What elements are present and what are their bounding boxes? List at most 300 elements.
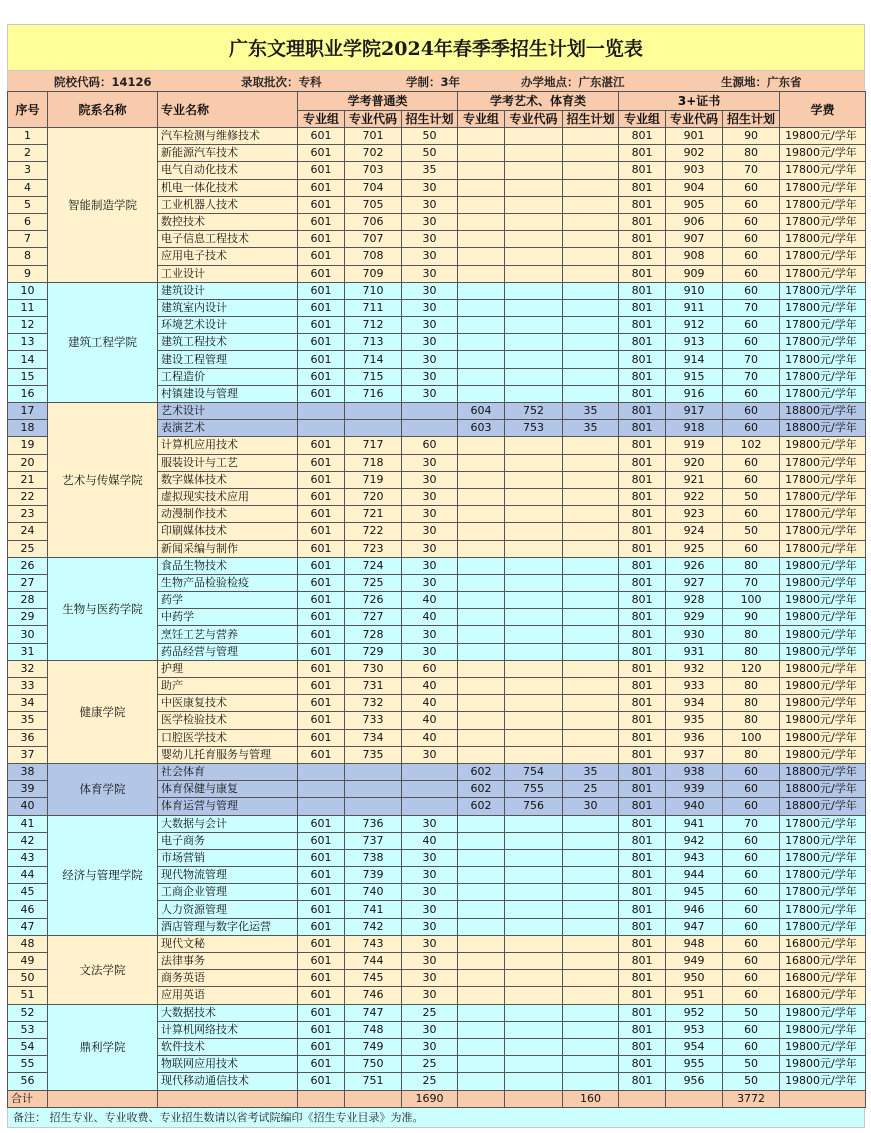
tuition-fee: 17800元/学年	[780, 506, 866, 523]
art-group	[458, 609, 505, 626]
general-group: 601	[298, 832, 345, 849]
general-group: 601	[298, 970, 345, 987]
art-group	[458, 196, 505, 213]
cert-group: 801	[619, 437, 666, 454]
art-plan	[563, 1038, 619, 1055]
general-group	[298, 798, 345, 815]
general-plan: 40	[402, 678, 458, 695]
general-plan: 25	[402, 1004, 458, 1021]
art-plan	[563, 213, 619, 230]
study-duration: 学制：3年	[406, 75, 461, 89]
major-name: 新能源汽车技术	[158, 145, 298, 162]
cert-plan: 100	[723, 592, 780, 609]
general-group: 601	[298, 471, 345, 488]
table-row	[8, 815, 866, 832]
major-name: 环境艺术设计	[158, 317, 298, 334]
art-plan	[563, 471, 619, 488]
general-code: 743	[345, 935, 402, 952]
cert-plan: 70	[723, 351, 780, 368]
cert-code: 924	[666, 523, 723, 540]
art-group	[458, 660, 505, 677]
general-code: 746	[345, 987, 402, 1004]
row-seq: 19	[8, 437, 48, 454]
art-code	[505, 849, 563, 866]
cert-code: 949	[666, 953, 723, 970]
cert-code: 956	[666, 1073, 723, 1090]
major-name: 数控技术	[158, 213, 298, 230]
general-plan: 40	[402, 712, 458, 729]
tuition-fee: 17800元/学年	[780, 918, 866, 935]
general-code: 727	[345, 609, 402, 626]
general-group: 601	[298, 128, 345, 145]
general-plan: 30	[402, 557, 458, 574]
cert-code: 910	[666, 282, 723, 299]
row-seq: 15	[8, 368, 48, 385]
general-code: 724	[345, 557, 402, 574]
row-seq: 42	[8, 832, 48, 849]
general-code: 713	[345, 334, 402, 351]
dept-name: 文法学院	[48, 935, 158, 1004]
tuition-fee: 17800元/学年	[780, 368, 866, 385]
tuition-fee: 17800元/学年	[780, 867, 866, 884]
cert-code: 901	[666, 128, 723, 145]
cert-plan: 60	[723, 420, 780, 437]
art-group	[458, 179, 505, 196]
general-code: 740	[345, 884, 402, 901]
header-cert-group: 专业组	[619, 111, 666, 128]
row-seq: 17	[8, 403, 48, 420]
dept-name: 艺术与传媒学院	[48, 403, 158, 558]
row-seq: 41	[8, 815, 48, 832]
art-group	[458, 523, 505, 540]
general-plan	[402, 763, 458, 780]
art-plan	[563, 179, 619, 196]
art-group	[458, 1073, 505, 1090]
major-name: 表演艺术	[158, 420, 298, 437]
row-seq: 37	[8, 746, 48, 763]
cert-code: 914	[666, 351, 723, 368]
cert-plan: 50	[723, 1004, 780, 1021]
row-seq: 25	[8, 540, 48, 557]
row-seq: 44	[8, 867, 48, 884]
table-row	[8, 128, 866, 145]
general-plan: 30	[402, 523, 458, 540]
art-plan	[563, 609, 619, 626]
art-group	[458, 953, 505, 970]
art-code	[505, 557, 563, 574]
cert-plan: 60	[723, 798, 780, 815]
art-plan	[563, 1056, 619, 1073]
cert-code: 917	[666, 403, 723, 420]
tuition-fee: 18800元/学年	[780, 403, 866, 420]
general-group: 601	[298, 557, 345, 574]
tuition-fee: 19800元/学年	[780, 729, 866, 746]
cert-code: 915	[666, 368, 723, 385]
major-name: 建设工程管理	[158, 351, 298, 368]
general-group: 601	[298, 626, 345, 643]
major-name: 现代移动通信技术	[158, 1073, 298, 1090]
row-seq: 11	[8, 299, 48, 316]
general-code: 722	[345, 523, 402, 540]
general-plan: 30	[402, 282, 458, 299]
cert-plan: 60	[723, 213, 780, 230]
general-group: 601	[298, 901, 345, 918]
row-seq: 31	[8, 643, 48, 660]
general-plan: 30	[402, 488, 458, 505]
cert-code: 931	[666, 643, 723, 660]
row-seq: 50	[8, 970, 48, 987]
art-plan	[563, 317, 619, 334]
cert-group: 801	[619, 471, 666, 488]
cert-group: 801	[619, 1056, 666, 1073]
general-group: 601	[298, 1021, 345, 1038]
general-plan: 30	[402, 454, 458, 471]
tuition-fee: 17800元/学年	[780, 162, 866, 179]
cert-code: 934	[666, 695, 723, 712]
tuition-fee: 17800元/学年	[780, 849, 866, 866]
row-seq: 45	[8, 884, 48, 901]
major-name: 护理	[158, 660, 298, 677]
tuition-fee: 17800元/学年	[780, 471, 866, 488]
general-code: 738	[345, 849, 402, 866]
general-plan	[402, 781, 458, 798]
row-seq: 1	[8, 128, 48, 145]
art-group	[458, 557, 505, 574]
cert-group: 801	[619, 901, 666, 918]
tuition-fee: 19800元/学年	[780, 557, 866, 574]
art-plan	[563, 1021, 619, 1038]
major-name: 虚拟现实技术应用	[158, 488, 298, 505]
art-code	[505, 643, 563, 660]
cert-plan: 60	[723, 317, 780, 334]
general-code	[345, 403, 402, 420]
general-group: 601	[298, 643, 345, 660]
art-plan	[563, 231, 619, 248]
general-code: 719	[345, 471, 402, 488]
art-code	[505, 351, 563, 368]
cert-code: 942	[666, 832, 723, 849]
tuition-fee: 17800元/学年	[780, 454, 866, 471]
art-plan	[563, 678, 619, 695]
art-code	[505, 574, 563, 591]
cert-code: 950	[666, 970, 723, 987]
row-seq: 53	[8, 1021, 48, 1038]
tuition-fee: 19800元/学年	[780, 678, 866, 695]
art-group	[458, 849, 505, 866]
art-group	[458, 299, 505, 316]
general-group: 601	[298, 334, 345, 351]
dept-name: 健康学院	[48, 660, 158, 763]
art-plan	[563, 557, 619, 574]
tuition-fee: 17800元/学年	[780, 901, 866, 918]
general-code: 744	[345, 953, 402, 970]
art-group	[458, 282, 505, 299]
row-seq: 2	[8, 145, 48, 162]
general-plan: 30	[402, 867, 458, 884]
table-row	[8, 282, 866, 299]
general-plan: 25	[402, 1073, 458, 1090]
art-plan: 35	[563, 403, 619, 420]
cert-group: 801	[619, 867, 666, 884]
major-name: 婴幼儿托育服务与管理	[158, 746, 298, 763]
tuition-fee: 17800元/学年	[780, 815, 866, 832]
general-group: 601	[298, 695, 345, 712]
cert-code: 928	[666, 592, 723, 609]
cert-group: 801	[619, 179, 666, 196]
art-code	[505, 832, 563, 849]
cert-plan: 70	[723, 299, 780, 316]
art-group	[458, 488, 505, 505]
major-name: 建筑工程技术	[158, 334, 298, 351]
tuition-fee: 19800元/学年	[780, 1004, 866, 1021]
cert-group: 801	[619, 454, 666, 471]
major-name: 人力资源管理	[158, 901, 298, 918]
general-group: 601	[298, 987, 345, 1004]
cert-code: 941	[666, 815, 723, 832]
art-code	[505, 678, 563, 695]
general-code: 709	[345, 265, 402, 282]
art-group	[458, 815, 505, 832]
general-code: 725	[345, 574, 402, 591]
header-art-group: 专业组	[458, 111, 505, 128]
art-group	[458, 987, 505, 1004]
art-group	[458, 626, 505, 643]
art-plan	[563, 643, 619, 660]
cert-code: 946	[666, 901, 723, 918]
row-seq: 7	[8, 231, 48, 248]
art-code	[505, 213, 563, 230]
art-code	[505, 299, 563, 316]
tuition-fee: 17800元/学年	[780, 282, 866, 299]
art-code	[505, 282, 563, 299]
art-code: 754	[505, 763, 563, 780]
cert-group: 801	[619, 592, 666, 609]
cert-plan: 50	[723, 523, 780, 540]
header-group-art: 学考艺术、体育类	[458, 92, 619, 111]
general-plan	[402, 420, 458, 437]
tuition-fee: 19800元/学年	[780, 660, 866, 677]
row-seq: 8	[8, 248, 48, 265]
row-seq: 49	[8, 953, 48, 970]
art-code	[505, 265, 563, 282]
art-plan	[563, 815, 619, 832]
major-name: 建筑设计	[158, 282, 298, 299]
cert-code: 906	[666, 213, 723, 230]
cert-group: 801	[619, 299, 666, 316]
art-code	[505, 746, 563, 763]
art-plan	[563, 248, 619, 265]
general-code: 702	[345, 145, 402, 162]
header-cert-plan: 招生计划	[723, 111, 780, 128]
art-plan	[563, 540, 619, 557]
major-name: 应用英语	[158, 987, 298, 1004]
major-name: 数字媒体技术	[158, 471, 298, 488]
cert-code: 925	[666, 540, 723, 557]
art-group	[458, 145, 505, 162]
cert-group: 801	[619, 231, 666, 248]
row-seq: 6	[8, 213, 48, 230]
dept-name: 鼎利学院	[48, 1004, 158, 1090]
cert-plan: 60	[723, 849, 780, 866]
major-name: 医学检验技术	[158, 712, 298, 729]
cert-group: 801	[619, 953, 666, 970]
tuition-fee: 17800元/学年	[780, 351, 866, 368]
row-seq: 54	[8, 1038, 48, 1055]
major-name: 口腔医学技术	[158, 729, 298, 746]
tuition-fee: 17800元/学年	[780, 179, 866, 196]
tuition-fee: 17800元/学年	[780, 317, 866, 334]
general-code: 742	[345, 918, 402, 935]
row-seq: 43	[8, 849, 48, 866]
general-group: 601	[298, 506, 345, 523]
cert-plan: 50	[723, 1056, 780, 1073]
art-code	[505, 523, 563, 540]
total-cert: 3772	[723, 1090, 780, 1107]
table-header	[8, 92, 866, 128]
cert-group: 801	[619, 145, 666, 162]
cert-code: 918	[666, 420, 723, 437]
general-plan: 30	[402, 506, 458, 523]
tuition-fee: 19800元/学年	[780, 712, 866, 729]
cert-plan: 60	[723, 935, 780, 952]
art-plan	[563, 506, 619, 523]
general-code: 730	[345, 660, 402, 677]
art-plan	[563, 385, 619, 402]
general-plan: 30	[402, 248, 458, 265]
major-name: 汽车检测与维修技术	[158, 128, 298, 145]
general-group: 601	[298, 145, 345, 162]
general-group: 601	[298, 1056, 345, 1073]
campus-location: 办学地点：广东湛江	[521, 75, 625, 89]
admission-batch: 录取批次：专科	[241, 75, 322, 89]
art-group: 603	[458, 420, 505, 437]
art-code	[505, 471, 563, 488]
row-seq: 5	[8, 196, 48, 213]
art-code	[505, 987, 563, 1004]
tuition-fee: 17800元/学年	[780, 299, 866, 316]
cert-plan: 60	[723, 918, 780, 935]
art-code	[505, 1073, 563, 1090]
art-group	[458, 162, 505, 179]
general-code: 751	[345, 1073, 402, 1090]
art-plan	[563, 746, 619, 763]
art-code	[505, 626, 563, 643]
tuition-fee: 19800元/学年	[780, 626, 866, 643]
header-art-code: 专业代码	[505, 111, 563, 128]
general-code: 741	[345, 901, 402, 918]
general-plan: 30	[402, 987, 458, 1004]
general-group: 601	[298, 678, 345, 695]
cert-plan: 60	[723, 540, 780, 557]
art-group	[458, 918, 505, 935]
cert-code: 912	[666, 317, 723, 334]
general-code: 732	[345, 695, 402, 712]
cert-group: 801	[619, 196, 666, 213]
cert-group: 801	[619, 609, 666, 626]
art-plan	[563, 935, 619, 952]
cert-code: 902	[666, 145, 723, 162]
general-group: 601	[298, 299, 345, 316]
cert-plan: 60	[723, 403, 780, 420]
art-group	[458, 454, 505, 471]
total-art: 160	[563, 1090, 619, 1107]
art-group	[458, 935, 505, 952]
general-plan: 40	[402, 832, 458, 849]
table-body	[8, 128, 866, 1091]
cert-code: 927	[666, 574, 723, 591]
general-plan: 30	[402, 849, 458, 866]
cert-group: 801	[619, 643, 666, 660]
major-name: 社会体育	[158, 763, 298, 780]
tuition-fee: 16800元/学年	[780, 970, 866, 987]
tuition-fee: 17800元/学年	[780, 231, 866, 248]
major-name: 电子信息工程技术	[158, 231, 298, 248]
major-name: 中药学	[158, 609, 298, 626]
major-name: 工程造价	[158, 368, 298, 385]
art-group	[458, 471, 505, 488]
cert-group: 801	[619, 1004, 666, 1021]
tuition-fee: 19800元/学年	[780, 1038, 866, 1055]
header-group-general: 学考普通类	[298, 92, 458, 111]
art-plan	[563, 454, 619, 471]
general-group: 601	[298, 1038, 345, 1055]
major-name: 应用电子技术	[158, 248, 298, 265]
art-code	[505, 179, 563, 196]
general-group: 601	[298, 918, 345, 935]
header-major: 专业名称	[158, 92, 298, 128]
major-name: 建筑室内设计	[158, 299, 298, 316]
table-row	[8, 1004, 866, 1021]
general-plan: 30	[402, 574, 458, 591]
tuition-fee: 16800元/学年	[780, 953, 866, 970]
art-plan	[563, 592, 619, 609]
enrollment-plan-sheet	[7, 24, 865, 1128]
cert-plan: 60	[723, 282, 780, 299]
general-plan: 30	[402, 196, 458, 213]
cert-group: 801	[619, 523, 666, 540]
general-plan: 30	[402, 1038, 458, 1055]
row-seq: 16	[8, 385, 48, 402]
cert-group: 801	[619, 385, 666, 402]
general-code: 747	[345, 1004, 402, 1021]
cert-plan: 80	[723, 643, 780, 660]
tuition-fee: 19800元/学年	[780, 1021, 866, 1038]
art-plan	[563, 953, 619, 970]
general-code: 748	[345, 1021, 402, 1038]
cert-group: 801	[619, 540, 666, 557]
total-label: 合计	[8, 1090, 48, 1107]
row-seq: 23	[8, 506, 48, 523]
general-group: 601	[298, 849, 345, 866]
cert-group: 801	[619, 781, 666, 798]
art-code	[505, 1038, 563, 1055]
art-code: 756	[505, 798, 563, 815]
cert-group: 801	[619, 626, 666, 643]
art-code	[505, 815, 563, 832]
cert-group: 801	[619, 849, 666, 866]
major-name: 物联网应用技术	[158, 1056, 298, 1073]
header-cert-code: 专业代码	[666, 111, 723, 128]
art-code	[505, 540, 563, 557]
general-group: 601	[298, 231, 345, 248]
cert-group: 801	[619, 248, 666, 265]
art-plan	[563, 488, 619, 505]
major-name: 电气自动化技术	[158, 162, 298, 179]
art-group	[458, 832, 505, 849]
table-row	[8, 763, 866, 780]
cert-code: 913	[666, 334, 723, 351]
major-name: 助产	[158, 678, 298, 695]
